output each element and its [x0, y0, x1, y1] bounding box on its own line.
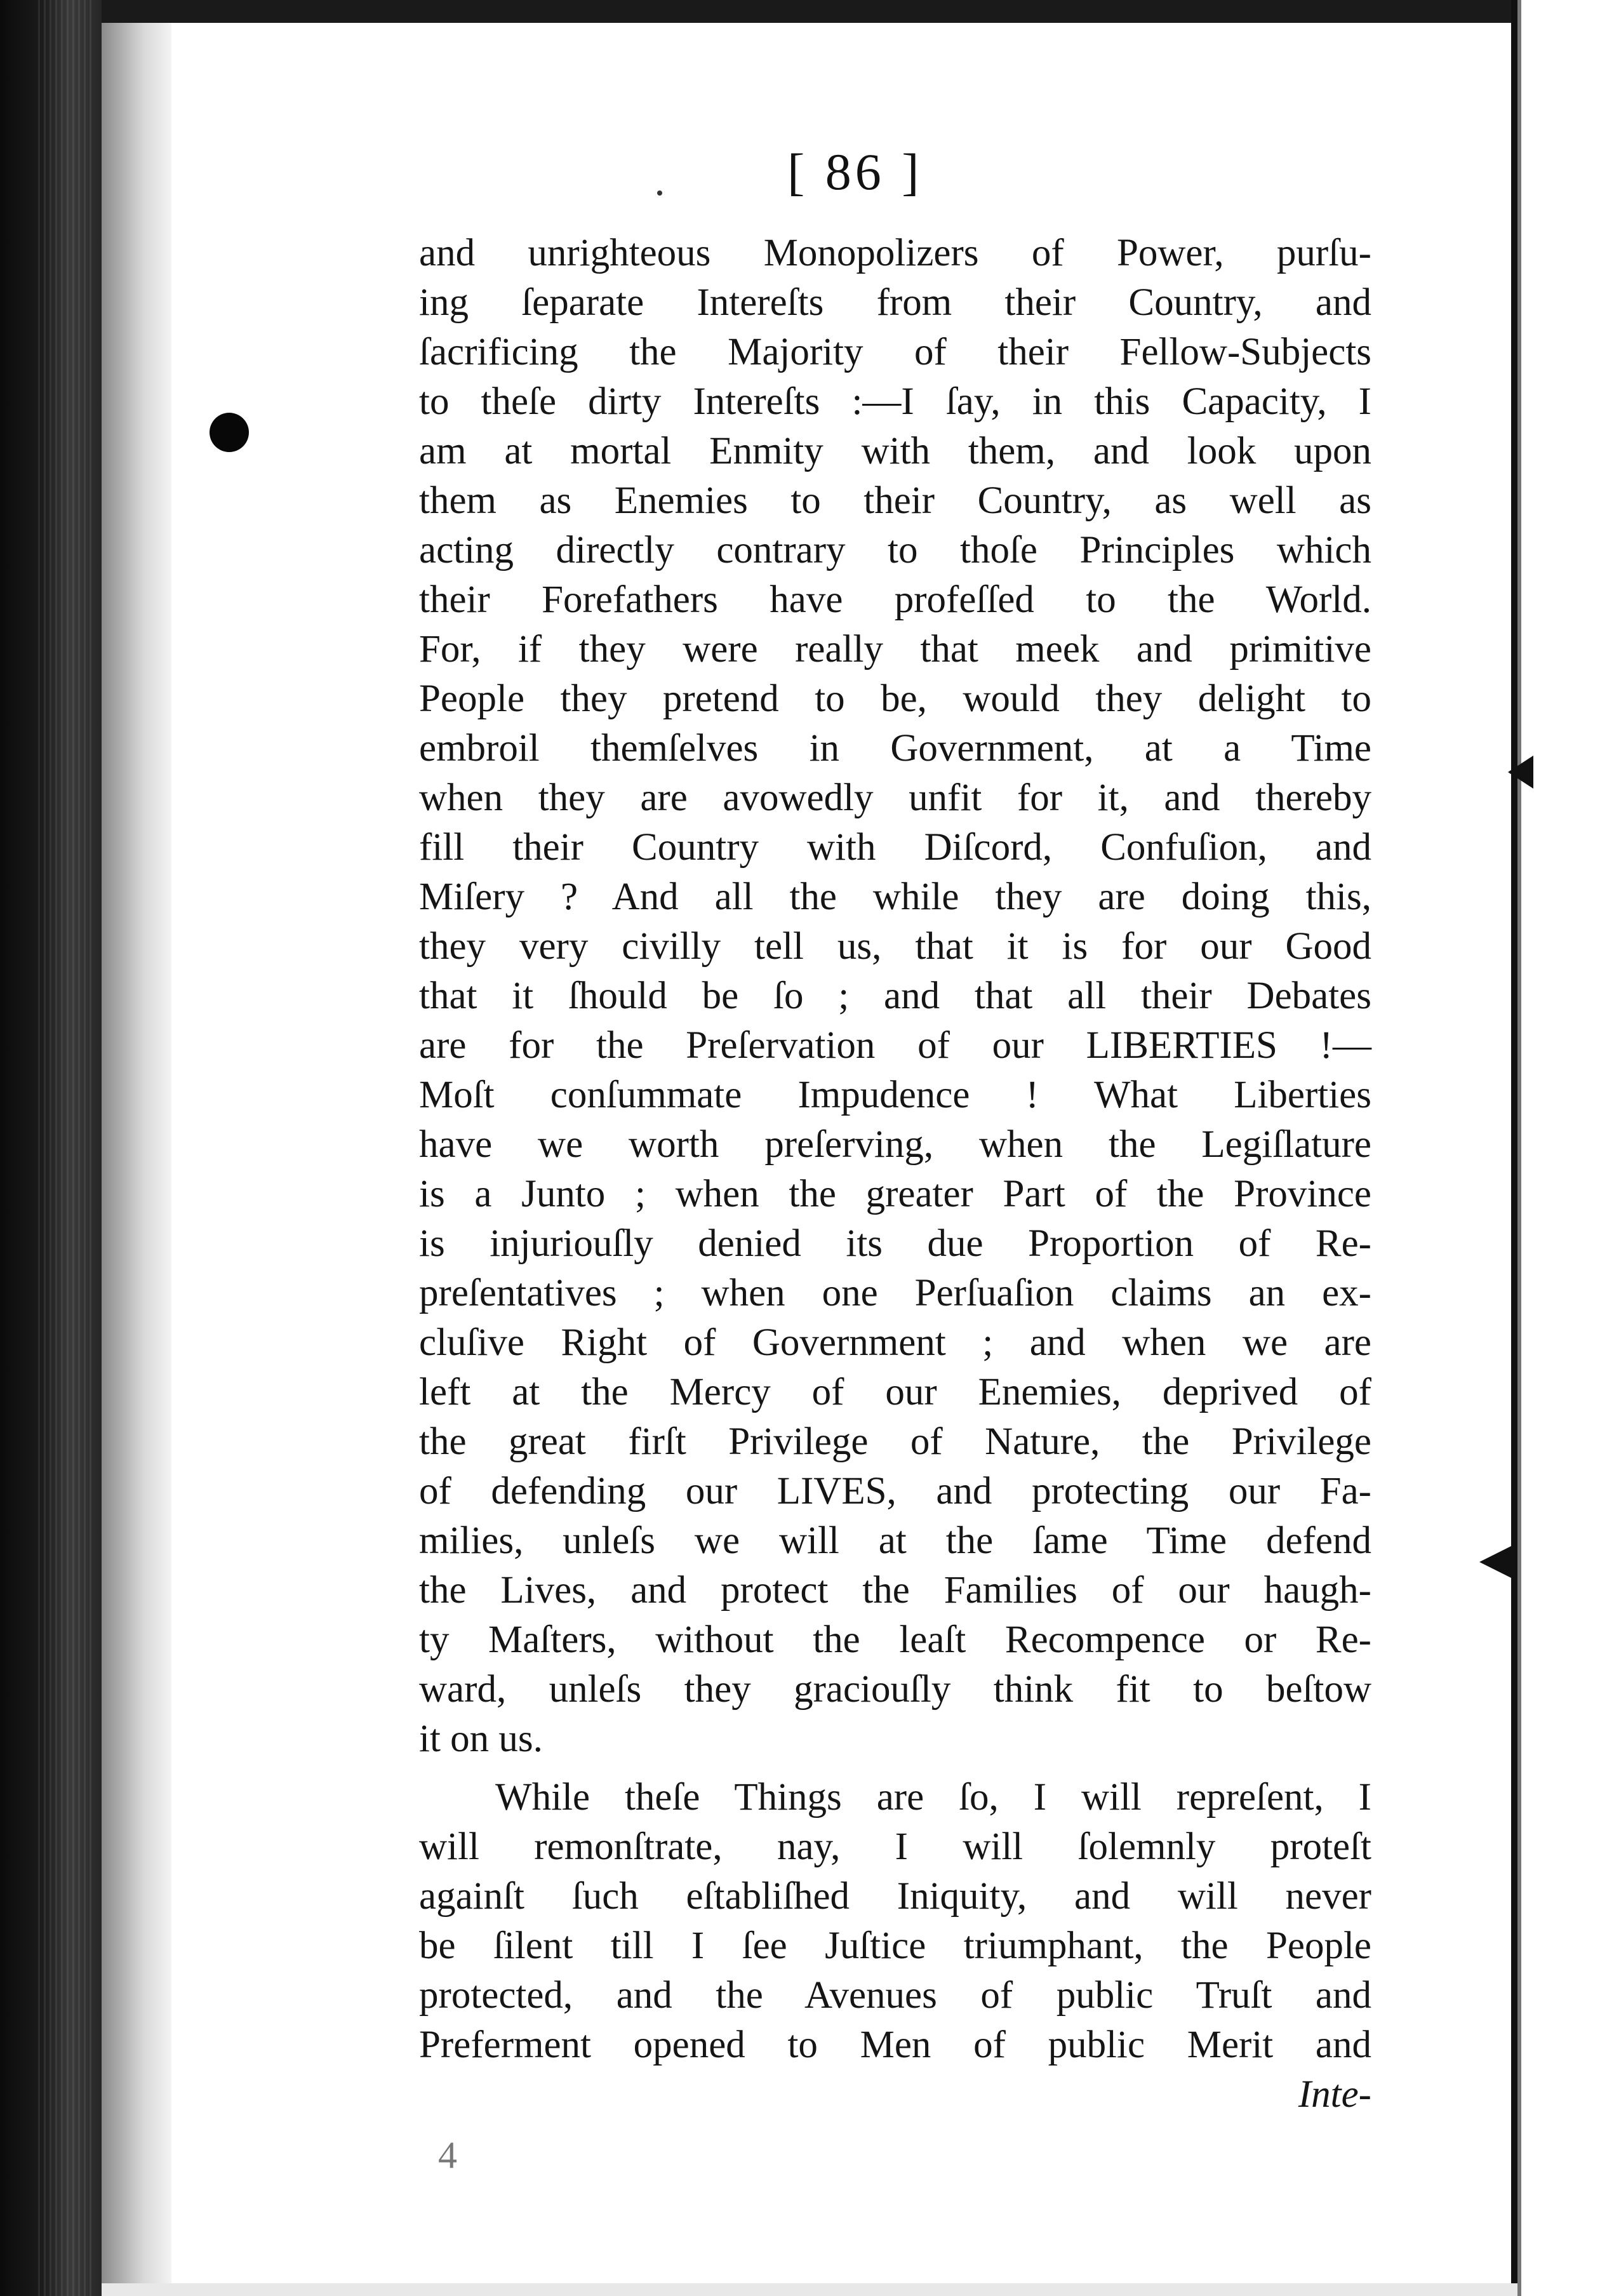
text-line: of defending our LIVES, and protecting our Fa- — [419, 1470, 1371, 1512]
text-line: are for the Preſervation of our LIBERTIES !— — [419, 1024, 1371, 1067]
text-line: fill their Country with Diſcord, Confuſion, and — [419, 826, 1371, 869]
text-line: milies, unleſs we will at the ſame Time defend — [419, 1519, 1371, 1562]
page-body — [419, 229, 1371, 2119]
text-line: is a Junto ; when the greater Part of the Province — [419, 1173, 1371, 1215]
page-tear-mark — [1479, 1543, 1517, 1581]
text-line: will remonſtrate, nay, I will ſolemnly proteſt — [419, 1825, 1371, 1868]
text-line: People they pretend to be, would they delight to — [419, 677, 1371, 720]
scan-bottom-border — [102, 2283, 1517, 2296]
text-line: acting directly contrary to thoſe Principles which — [419, 529, 1371, 571]
text-line: to theſe dirty Intereſts :—I ſay, in this Capacity, I — [419, 380, 1371, 423]
text-line: have we worth preſerving, when the Legiſlature — [419, 1123, 1371, 1166]
text-line: that it ſhould be ſo ; and that all their Debates — [419, 975, 1371, 1017]
text-line: their Forefathers have profeſſed to the World. — [419, 578, 1371, 621]
text-line: protected, and the Avenues of public Truſt and — [419, 1974, 1371, 2017]
catchword: Inte- — [1298, 2073, 1371, 2116]
text-line: ty Maſters, without the leaſt Recompence or Re- — [419, 1619, 1371, 1661]
text-line: left at the Mercy of our Enemies, deprived of — [419, 1371, 1371, 1413]
scan-top-border — [102, 0, 1517, 23]
page-tear-mark — [1508, 756, 1533, 789]
text-line: them as Enemies to their Country, as well as — [419, 479, 1371, 522]
text-line: am at mortal Enmity with them, and look upon — [419, 430, 1371, 472]
text-line: While theſe Things are ſo, I will repreſent, I — [495, 1776, 1371, 1819]
text-line: ſacrificing the Majority of their Fellow-Subjects — [419, 331, 1371, 373]
ink-blot — [210, 413, 249, 452]
text-line: the Lives, and protect the Families of our haugh- — [419, 1569, 1371, 1612]
text-line: againſt ſuch eſtabliſhed Iniquity, and will never — [419, 1875, 1371, 1918]
text-line: the great firſt Privilege of Nature, the Privilege — [419, 1420, 1371, 1463]
text-line: it on us. — [419, 1718, 543, 1760]
text-line: Moſt conſummate Impudence ! What Liberties — [419, 1074, 1371, 1116]
book-binding — [0, 0, 102, 2296]
ink-speck — [657, 190, 662, 196]
scan-right-line — [1517, 0, 1521, 2296]
text-line: is injuriouſly denied its due Proportion of Re- — [419, 1222, 1371, 1265]
text-line: embroil themſelves in Government, at a Time — [419, 727, 1371, 770]
text-line: ward, unleſs they graciouſly think fit to beſtow — [419, 1668, 1371, 1711]
text-line: Preferment opened to Men of public Merit and — [419, 2024, 1371, 2066]
text-line: and unrighteous Monopolizers of Power, purſu- — [419, 232, 1371, 274]
text-line: when they are avowedly unfit for it, and thereby — [419, 777, 1371, 819]
text-line: cluſive Right of Government ; and when we are — [419, 1321, 1371, 1364]
text-line: preſentatives ; when one Perſuaſion claims an ex- — [419, 1272, 1371, 1314]
scan-right-border — [1511, 0, 1600, 2296]
text-line: ing ſeparate Intereſts from their Country, and — [419, 281, 1371, 324]
page-number: [ 86 ] — [787, 143, 923, 201]
text-line: be ſilent till I ſee Juſtice triumphant, the People — [419, 1925, 1371, 1967]
page-edge-shadow — [102, 0, 171, 2296]
text-line: Miſery ? And all the while they are doing this, — [419, 876, 1371, 918]
text-line: For, if they were really that meek and primitive — [419, 628, 1371, 671]
text-line: they very civilly tell us, that it is for our Good — [419, 925, 1371, 968]
signature-mark: 4 — [438, 2134, 457, 2176]
